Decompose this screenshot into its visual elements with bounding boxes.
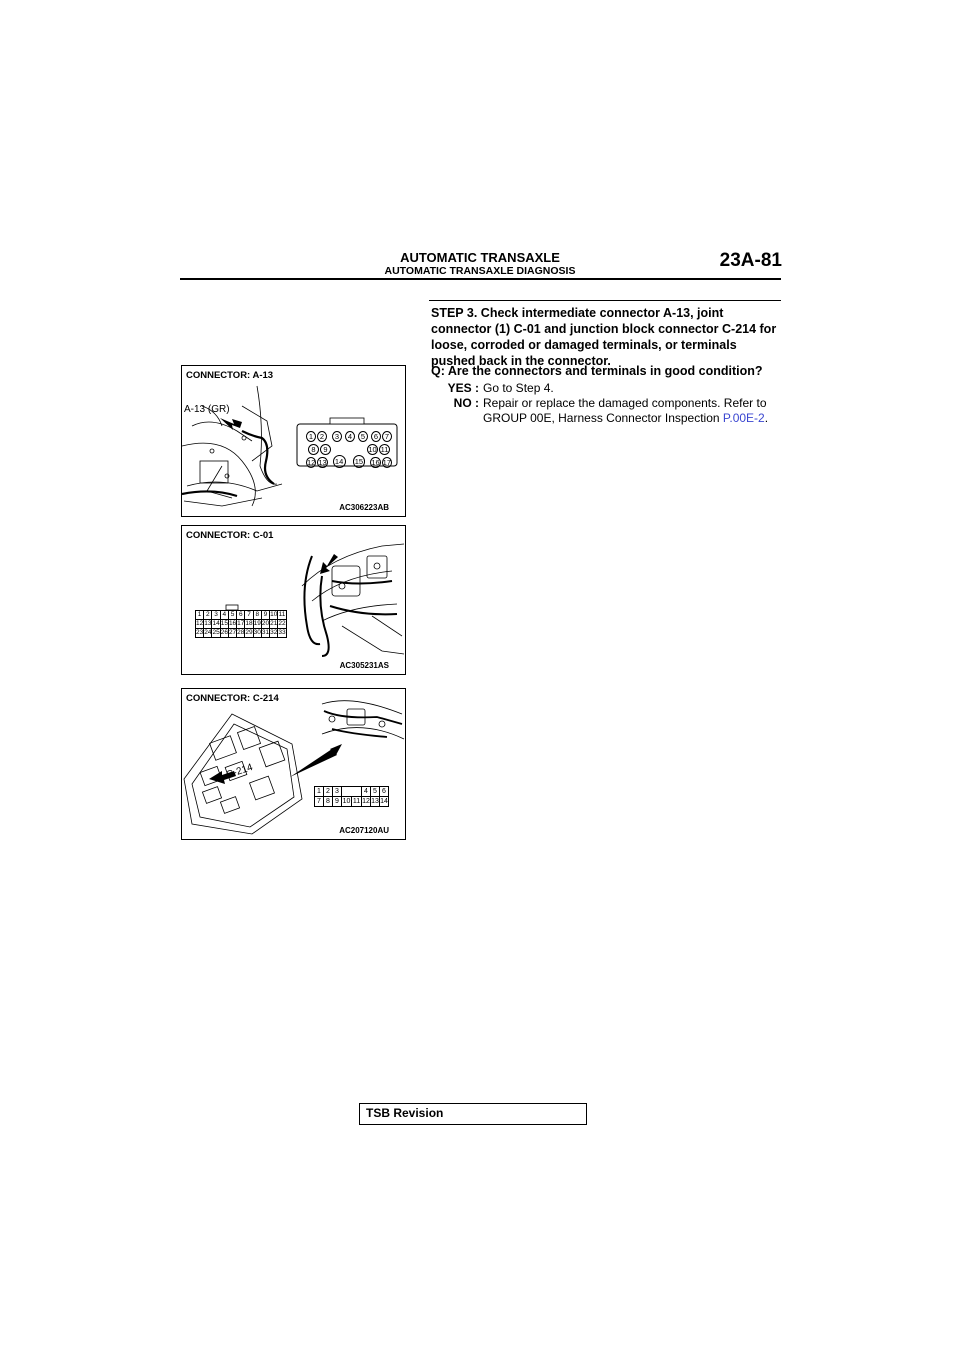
pin: 15	[220, 620, 228, 627]
pin: 7	[315, 797, 324, 807]
pin: 10	[368, 445, 377, 454]
pin: 8	[253, 611, 261, 620]
pin: 7	[245, 611, 253, 620]
reference-link[interactable]: P.00E-2	[722, 411, 765, 425]
section-title: AUTOMATIC TRANSAXLE	[400, 250, 560, 265]
connector-c01-illustration	[182, 526, 405, 674]
pin: 5	[358, 431, 368, 442]
figure-code: AC306223AB	[339, 503, 389, 512]
pin: 11	[380, 445, 389, 454]
pin: 25	[212, 629, 220, 636]
yes-text: Go to Step 4.	[483, 381, 554, 395]
pin: 2	[324, 787, 333, 797]
figure-code: AC305231AS	[339, 661, 389, 670]
figure-title: CONNECTOR: C-214	[186, 693, 279, 704]
pin: 31	[261, 629, 270, 636]
header-rule	[180, 278, 781, 280]
pin: 13	[371, 798, 379, 805]
pin: 4	[220, 611, 228, 620]
pin: 14	[212, 620, 220, 627]
step-heading: STEP 3. Check intermediate connector A-13, joint connector (1) C-01 and junction block connector C-214 for loose, corroded or damaged terminals, or terminals pushed back in the connector.	[431, 306, 777, 368]
pin: 12	[196, 620, 204, 627]
page-number: 23A-81	[719, 250, 782, 271]
pin: 17	[382, 458, 391, 467]
pin: 6	[237, 611, 245, 620]
figure-title: CONNECTOR: C-01	[186, 530, 274, 541]
connector-c214-illustration	[182, 689, 405, 839]
pin: 30	[253, 629, 261, 636]
pin: 12	[362, 798, 370, 805]
step-question: Q: Are the connectors and terminals in good condition?	[431, 364, 763, 378]
figure-title: CONNECTOR: A-13	[186, 370, 274, 381]
pin: 29	[245, 629, 253, 636]
pin: 32	[270, 629, 278, 636]
pin: 7	[382, 431, 392, 442]
no-label: NO :	[453, 396, 479, 410]
pin: 28	[237, 629, 245, 636]
pin: 9	[333, 797, 342, 807]
footer-label: TSB Revision	[366, 1106, 444, 1120]
pin: 19	[253, 620, 261, 627]
pin: 4	[345, 431, 355, 442]
pin: 3	[212, 611, 220, 620]
pin: 5	[228, 611, 236, 620]
pin: 1	[196, 611, 204, 620]
section-subtitle: AUTOMATIC TRANSAXLE DIAGNOSIS	[384, 265, 576, 277]
pin: 13	[204, 620, 212, 627]
no-end: .	[764, 411, 769, 425]
pin-grid	[314, 786, 389, 807]
callout-label: A-13 (GR)	[184, 404, 230, 415]
pin: 33	[278, 629, 286, 636]
pin: 12	[307, 458, 316, 467]
pin: 22	[278, 620, 286, 627]
pin: 16	[228, 620, 237, 627]
pin: 9	[320, 444, 331, 455]
figure-connector-a13	[181, 365, 406, 517]
pin: 13	[318, 458, 327, 467]
figure-code: AC207120AU	[339, 826, 389, 835]
pin: 16	[371, 458, 380, 467]
pin: 2	[204, 611, 212, 620]
pin: 17	[237, 620, 245, 627]
figure-connector-c01	[181, 525, 406, 675]
pin: 15	[353, 455, 366, 468]
pin: 11	[352, 798, 361, 805]
pin: 8	[324, 797, 333, 807]
pin: 18	[245, 620, 253, 627]
pin: 6	[380, 787, 389, 797]
pin: 10	[270, 611, 278, 618]
pin: 23	[196, 629, 204, 636]
pin: 26	[220, 629, 228, 636]
pin: 24	[204, 629, 212, 636]
pin: 10	[342, 798, 351, 805]
figure-connector-c214	[181, 688, 406, 840]
pin: 3	[332, 431, 342, 442]
pin: 11	[278, 611, 286, 618]
pin-grid	[195, 610, 287, 638]
no-answer	[483, 396, 779, 426]
pin: 20	[261, 620, 270, 627]
pin-gap	[342, 787, 362, 797]
pin: 4	[362, 787, 371, 797]
pin-grid	[306, 431, 392, 468]
pin-table	[314, 786, 389, 807]
callout-label: C-214	[224, 762, 255, 781]
pin: 1	[306, 431, 316, 442]
pin-table	[195, 610, 287, 638]
no-text: Repair or replace the damaged components. Refer to GROUP 00E, Harness Connector Inspection	[483, 396, 767, 425]
pin: 8	[308, 444, 319, 455]
pin: 14	[333, 455, 346, 468]
yes-label: YES :	[447, 381, 479, 395]
pin: 5	[371, 787, 380, 797]
pin: 21	[270, 620, 278, 627]
pin: 1	[315, 787, 324, 797]
pin: 27	[228, 629, 237, 636]
pin: 14	[380, 798, 388, 805]
pin: 6	[371, 431, 381, 442]
pin: 2	[317, 431, 327, 442]
pin: 9	[261, 611, 269, 620]
step-rule	[429, 300, 781, 301]
pin: 3	[333, 787, 342, 797]
